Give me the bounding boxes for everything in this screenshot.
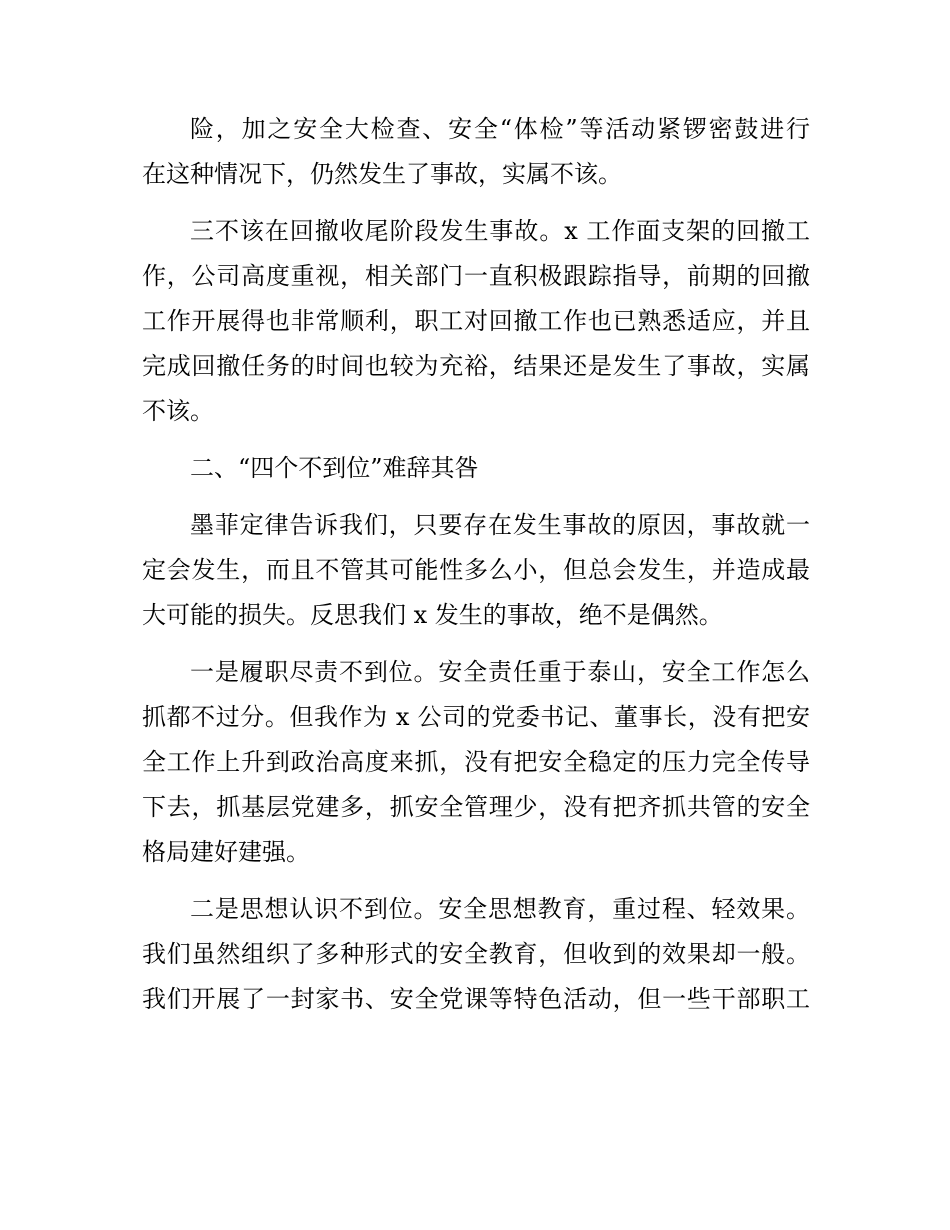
- text-line: 全工作上升到政治高度来抓，没有把安全稳定的压力完全传导: [142, 748, 810, 776]
- text-line: 在这种情况下，仍然发生了事故，实属不该。: [142, 160, 622, 188]
- paragraph-4: [142, 503, 810, 638]
- paragraph-6: [142, 887, 810, 1022]
- text-line: 作，公司高度重视，相关部门一直积极跟踪指导，前期的回撤: [142, 262, 810, 290]
- paragraph-2: [142, 209, 810, 434]
- text-line: 我们开展了一封家书、安全党课等特色活动，但一些干部职工: [142, 985, 810, 1013]
- text-line: 格局建好建强。: [142, 838, 310, 866]
- text-line: 一是履职尽责不到位。安全责任重于泰山，安全工作怎么: [190, 658, 810, 686]
- text-line: 不该。: [142, 397, 214, 425]
- text-line: 墨菲定律告诉我们，只要存在发生事故的原因，事故就一: [190, 511, 810, 539]
- text-line: 我们虽然组织了多种形式的安全教育，但收到的效果却一般。: [142, 940, 810, 968]
- text-line: 定会发生，而且不管其可能性多么小，但总会发生，并造成最: [142, 556, 810, 584]
- text-line: 二是思想认识不到位。安全思想教育，重过程、轻效果。: [190, 895, 810, 923]
- text-line: 险，加之安全大检查、安全“体检”等活动紧锣密鼓进行: [190, 115, 810, 143]
- text-line: 完成回撤任务的时间也较为充裕，结果还是发生了事故，实属: [142, 352, 810, 380]
- text-line: 抓都不过分。但我作为 x 公司的党委书记、董事长，没有把安: [142, 703, 810, 731]
- document-body: [142, 107, 810, 1022]
- paragraph-5: [142, 650, 810, 875]
- section-heading: [142, 446, 810, 491]
- heading-line: 二、“四个不到位”难辞其咎: [190, 454, 479, 482]
- text-line: 三不该在回撤收尾阶段发生事故。x 工作面支架的回撤工: [190, 217, 810, 245]
- paragraph-1: [142, 107, 810, 197]
- text-line: 下去，抓基层党建多，抓安全管理少，没有把齐抓共管的安全: [142, 793, 810, 821]
- text-line: 工作开展得也非常顺利，职工对回撤工作也已熟悉适应，并且: [142, 307, 810, 335]
- text-line: 大可能的损失。反思我们 x 发生的事故，绝不是偶然。: [142, 601, 723, 629]
